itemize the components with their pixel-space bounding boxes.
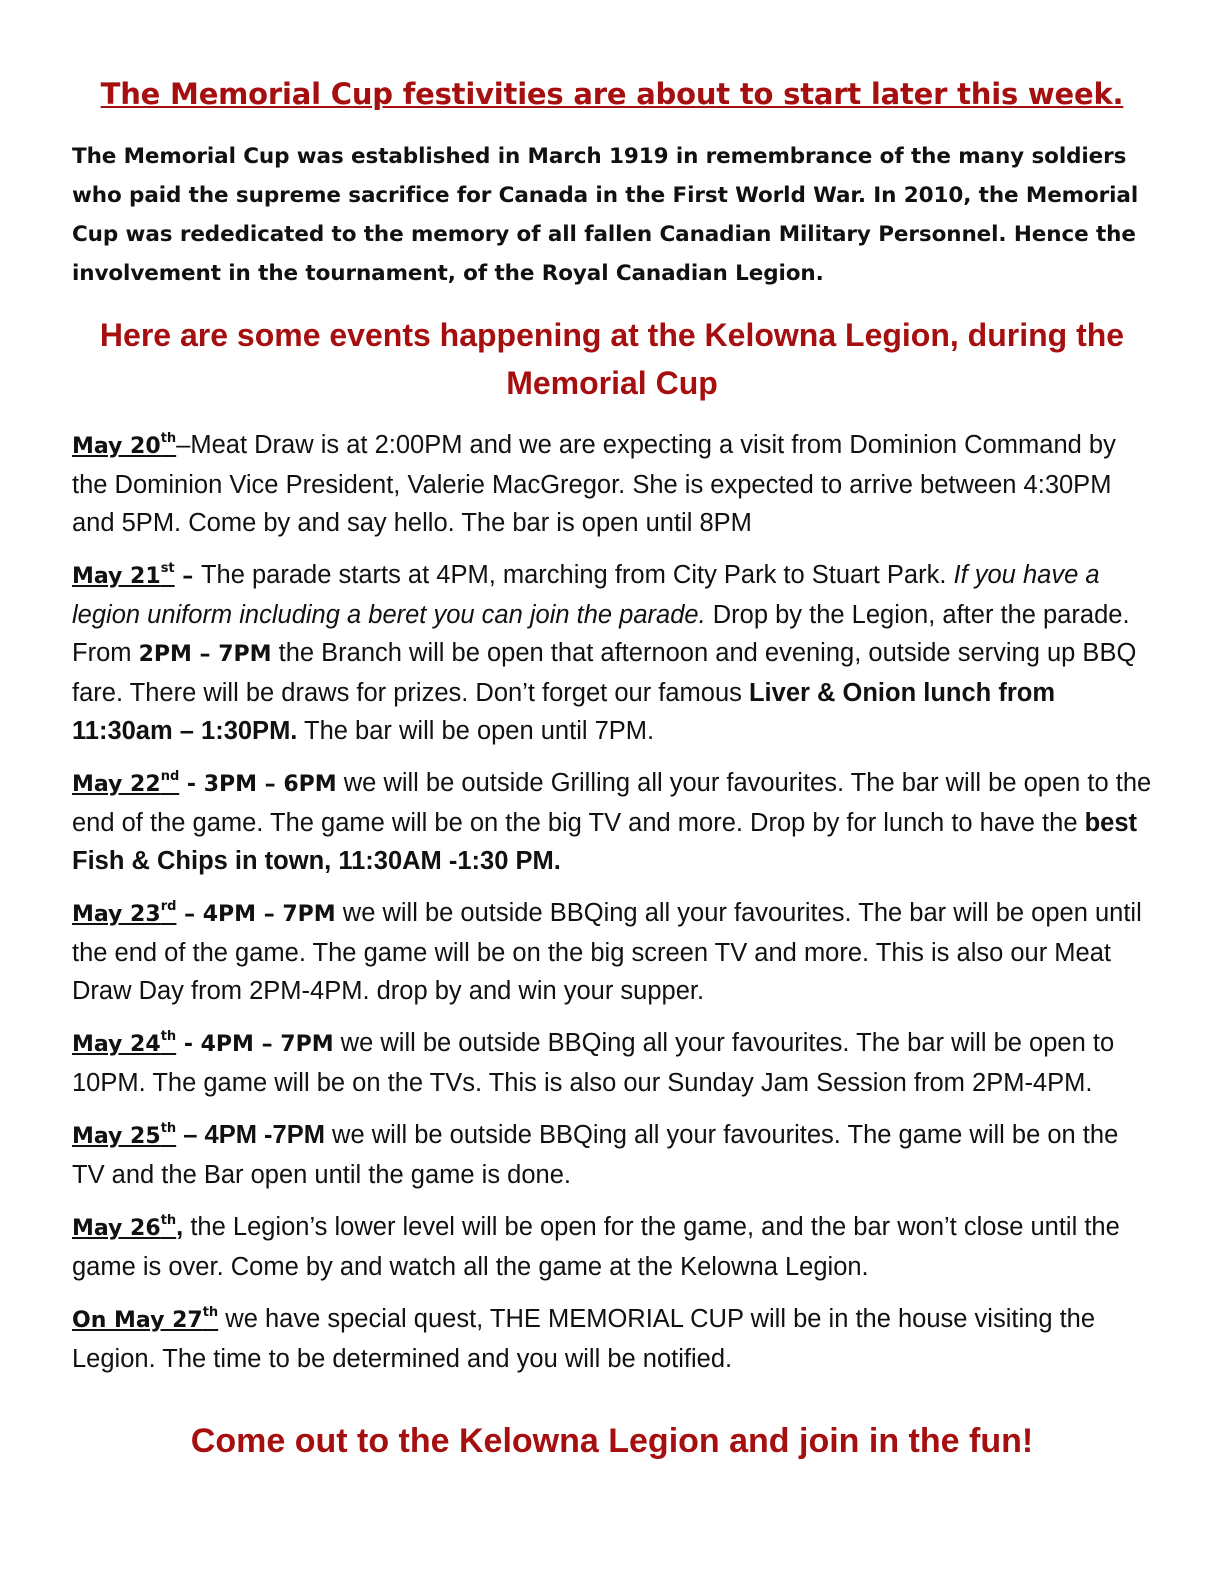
event-may-27: On May 27th we have special quest, THE MEMORIAL CUP will be in the house visiting the Legion. The time to be determined and you will be notified. (72, 1305, 1096, 1373)
event-may-22: May 22nd - 3PM – 6PM we will be outside Grilling all your favourites. The bar will be open to the end of the game. The game will be on the big TV and more. Drop by for lunch to have the best Fish & Chips in town, 11:30AM -1:30 PM. (72, 769, 1152, 875)
event-may-26: May 26th, the Legion’s lower level will be open for the game, and the bar won’t close until the game is over. Come by and watch all the game at the Kelowna Legion. (72, 1213, 1120, 1281)
event-time: – 4PM – 7PM (176, 902, 336, 927)
event-date: May 21st (72, 561, 175, 589)
event-time: - 3PM – 6PM (179, 772, 337, 797)
page-title: The Memorial Cup festivities are about to start later this week. (100, 77, 1124, 111)
closing-message: Come out to the Kelowna Legion and join in the fun! (190, 1422, 1034, 1460)
event-time: – 4PM -7PM (176, 1121, 325, 1149)
event-italic-note: If you have a legion uniform including a beret you can join the parade. (72, 561, 1100, 629)
event-highlight: Liver & Onion lunch from 11:30am – 1:30PM. (72, 679, 1055, 745)
event-date: May 24th (72, 1029, 177, 1057)
event-may-23: May 23rd – 4PM – 7PM we will be outside BBQing all your favourites. The bar will be open until the end of the game. The game will be on the big screen TV and more. This is also our Meat Draw Day from 2PM-4PM. drop by and win your supper. (72, 899, 1142, 1005)
intro-paragraph: The Memorial Cup was established in March 1919 in remembrance of the many soldiers who paid the supreme sacrifice for Canada in the First World War. In 2010, the Memorial Cup was rededicated to the memory of all fallen Canadian Military Personnel. Hence the involvement in the tournament, of the Royal Canadian Legion. (72, 144, 1139, 286)
event-date: On May 27th (72, 1305, 219, 1333)
event-time: 2PM – 7PM (138, 642, 272, 667)
events-heading: Here are some events happening at the Kelowna Legion, during the Memorial Cup (99, 317, 1125, 401)
events-list (72, 426, 1152, 1392)
event-may-21: May 21st – The parade starts at 4PM, marching from City Park to Stuart Park. If you have a legion uniform including a beret you can join the parade. Drop by the Legion, after the parade. From 2PM – 7PM the Branch will be open that afternoon and evening, outside serving up BBQ fare. There will be draws for prizes. Don’t forget our famous Liver & Onion lunch from 11:30am – 1:30PM. The bar will be open until 7PM. (72, 561, 1137, 745)
event-description: –Meat Draw is at 2:00PM and we are expecting a visit from Dominion Command by the Dominion Vice President, Valerie MacGregor. She is expected to arrive between 4:30PM and 5PM. Come by and say hello. The bar is open until 8PM (72, 431, 1116, 537)
event-highlight: best Fish & Chips in town, 11:30AM -1:30 PM. (72, 809, 1138, 875)
event-date: May 20th (72, 431, 177, 459)
event-date: May 23rd (72, 899, 177, 927)
event-may-25: May 25th – 4PM -7PM we will be outside BBQing all your favourites. The game will be on the TV and the Bar open until the game is done. (72, 1121, 1119, 1189)
event-date: May 25th (72, 1121, 177, 1149)
event-time: - 4PM – 7PM (176, 1032, 334, 1057)
event-may-24: May 24th - 4PM – 7PM we will be outside BBQing all your favourites. The bar will be open to 10PM. The game will be on the TVs. This is also our Sunday Jam Session from 2PM-4PM. (72, 1029, 1115, 1097)
event-date: May 26th (72, 1213, 177, 1241)
event-date: May 22nd (72, 769, 180, 797)
event-may-20 (72, 426, 1152, 542)
